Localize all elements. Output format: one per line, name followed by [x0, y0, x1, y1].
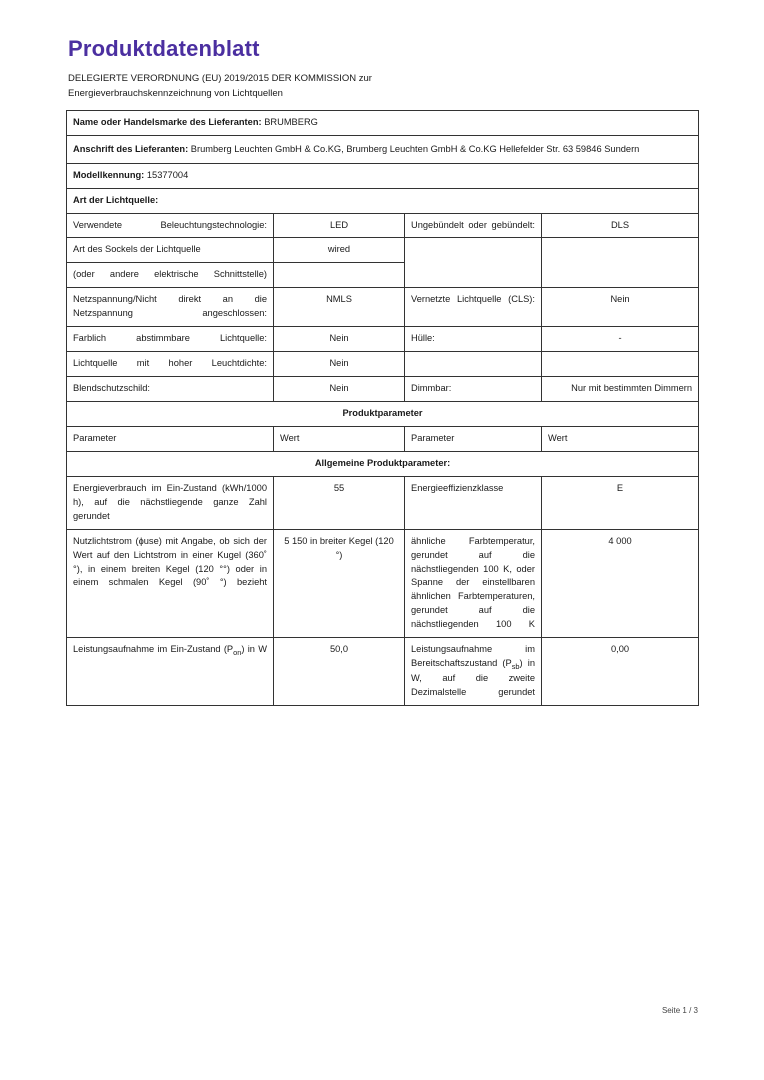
model-cell — [67, 163, 699, 188]
document-content — [66, 36, 698, 706]
cell-empty-right-luminance — [405, 352, 542, 377]
cell-value-envelope: - — [542, 327, 699, 352]
section-light-source-type: Art der Lichtquelle: — [67, 188, 699, 213]
cell-value-power-standby: 0,00 — [542, 638, 699, 706]
cell-value-color-temperature: 4 000 — [542, 529, 699, 638]
cell-label-socket-cont: (oder andere elektrische Schnittstelle) — [67, 263, 274, 288]
cell-value-directional: DLS — [542, 213, 699, 238]
cell-label-tunable: Farblich abstimmbare Lichtquelle: — [67, 327, 274, 352]
table-row — [67, 213, 699, 238]
table-row — [67, 638, 699, 706]
cell-value-technology: LED — [274, 213, 405, 238]
table-row — [67, 238, 699, 263]
table-row — [67, 377, 699, 402]
supplier-address-cell — [67, 136, 699, 163]
cell-empty-right-socket — [405, 238, 542, 288]
table-row-section-general — [67, 451, 699, 476]
page-title: Produktdatenblatt — [68, 36, 260, 61]
page-footer: Seite 1 / 3 — [661, 1006, 698, 1015]
cell-label-color-temperature: ähnliche Farbtemperatur, gerundet auf die nächstliegenden 100 K, oder Spanne der einstellbaren ähnlichen Farbtemperaturen, gerundet auf die nächstliegenden 100 K — [405, 529, 542, 638]
cell-label-energy-class: Energieeffizienzklasse — [405, 476, 542, 529]
table-row-param-header — [67, 426, 699, 451]
cell-value-tunable: Nein — [274, 327, 405, 352]
cell-value-mains: NMLS — [274, 288, 405, 327]
cell-value-high-luminance: Nein — [274, 352, 405, 377]
supplier-name-cell — [67, 111, 699, 136]
product-datasheet-table — [66, 110, 699, 706]
supplier-name-value: BRUMBERG — [264, 117, 318, 128]
table-row-supplier-name — [67, 111, 699, 136]
table-row — [67, 529, 699, 638]
cell-label-power-standby: Leistungsaufnahme im Bereitschaftszustand $(P_{sb})$ in W, auf die zweite Dezimalstelle gerundet — [405, 638, 542, 706]
cell-value-energy-class: E — [542, 476, 699, 529]
cell-empty-right-luminance-value — [542, 352, 699, 377]
cell-value-socket-cont — [274, 263, 405, 288]
model-label: Modellkennung: — [73, 169, 145, 180]
supplier-address-value: Brumberg Leuchten GmbH & Co.KG, Brumberg Leuchten GmbH & Co.KG Hellefelder Str. 63 59846 Sundern — [190, 144, 640, 155]
cell-value-dimmable: Nur mit bestimmten Dimmern — [542, 377, 699, 402]
section-general-product-parameters: Allgemeine Produktparameter: — [67, 451, 699, 476]
table-row — [67, 327, 699, 352]
cell-value-socket: wired — [274, 238, 405, 263]
header-parameter-right: Parameter — [405, 426, 542, 451]
cell-value-useful-luminous-flux: 5 150 in breiter Kegel (120 °) — [274, 529, 405, 638]
subtitle-line-1: DELEGIERTE VERORDNUNG (EU) 2019/2015 DER KOMMISSION zur — [68, 73, 372, 84]
table-row — [67, 476, 699, 529]
cell-label-directional: Ungebündelt oder gebündelt: — [405, 213, 542, 238]
cell-label-technology: Verwendete Beleuchtungstechnologie: — [67, 213, 274, 238]
cell-value-cls: Nein — [542, 288, 699, 327]
cell-value-antiglare: Nein — [274, 377, 405, 402]
header-parameter-left: Parameter — [67, 426, 274, 451]
cell-label-mains: Netzspannung/Nicht direkt an die Netzspannung angeschlossen: — [67, 288, 274, 327]
header-value-right: Wert — [542, 426, 699, 451]
header-value-left: Wert — [274, 426, 405, 451]
cell-empty-right-socket-value — [542, 238, 699, 288]
document-subtitle — [68, 72, 538, 101]
cell-label-antiglare: Blendschutzschild: — [67, 377, 274, 402]
table-row-section-product-parameters — [67, 402, 699, 427]
cell-label-dimmable: Dimmbar: — [405, 377, 542, 402]
table-row — [67, 288, 699, 327]
cell-label-high-luminance: Lichtquelle mit hoher Leuchtdichte: — [67, 352, 274, 377]
table-row-model — [67, 163, 699, 188]
cell-value-power-on: 50,0 — [274, 638, 405, 706]
table-row-supplier-address — [67, 136, 699, 163]
cell-label-energy-consumption: Energieverbrauch im Ein-Zustand (kWh/1000 h), auf die nächstliegende ganze Zahl gerundet — [67, 476, 274, 529]
section-product-parameters: Produktparameter — [67, 402, 699, 427]
cell-label-useful-luminous-flux: Nutzlichtstrom (ɸuse) mit Angabe, ob sich der Wert auf den Lichtstrom in einer Kugel (360˚ °), in einem breiten Kegel (120 °°) oder in einem schmalen Kegel (90˚ °) bezieht — [67, 529, 274, 638]
table-row — [67, 352, 699, 377]
cell-value-energy-consumption: 55 — [274, 476, 405, 529]
cell-label-socket: Art des Sockels der Lichtquelle — [67, 238, 274, 263]
model-value: 15377004 — [146, 169, 189, 180]
cell-label-envelope: Hülle: — [405, 327, 542, 352]
table-row-section-light-source — [67, 188, 699, 213]
cell-label-cls: Vernetzte Lichtquelle (CLS): — [405, 288, 542, 327]
subtitle-line-2: Energieverbrauchskennzeichnung von Lichtquellen — [68, 87, 283, 99]
cell-label-power-on: Leistungsaufnahme im Ein-Zustand $(P_{on})$ in W — [67, 638, 274, 706]
supplier-address-label: Anschrift des Lieferanten: — [73, 144, 189, 155]
supplier-name-label: Name oder Handelsmarke des Lieferanten: — [73, 117, 262, 128]
